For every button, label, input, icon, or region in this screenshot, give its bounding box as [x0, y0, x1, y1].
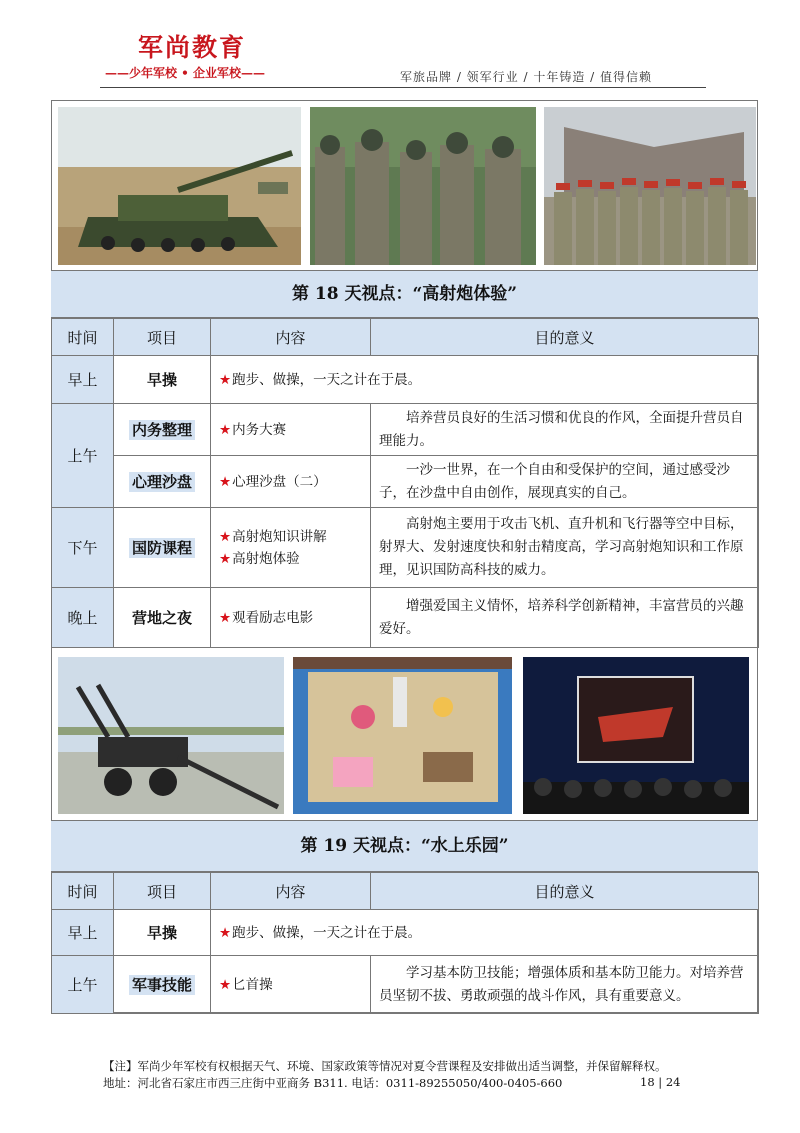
content-cell: ★观看励志电影 [211, 588, 371, 648]
movie-night-photo [523, 657, 749, 814]
table-row [52, 356, 759, 404]
brand-slogan: 军旅品牌 / 领军行业 / 十年铸造 / 值得信赖 [400, 70, 653, 84]
table-row [52, 456, 759, 508]
col-item: 项目 [114, 873, 211, 910]
star-icon: ★ [219, 528, 232, 545]
brand-subtitle: ——少年军校 • 企业军校—— [105, 66, 266, 80]
item-cell: 心理沙盘 [114, 456, 211, 508]
time-cell: 上午 [52, 956, 114, 1014]
table-header-row [52, 319, 759, 356]
brand-logo: 军尚教育 [138, 33, 247, 62]
sand-tray-photo [293, 657, 512, 814]
anti-aircraft-gun-photo [58, 657, 284, 814]
star-icon: ★ [219, 609, 232, 626]
time-cell: 晚上 [52, 588, 114, 648]
content-cell: ★内务大赛 [211, 404, 371, 456]
footer-address: 地址：河北省石家庄市西三庄街中亚商务 B311. 电话：0311-89255050/400-0405-660 [103, 1076, 563, 1090]
star-icon: ★ [219, 421, 232, 438]
header-divider [100, 87, 706, 88]
table-row [52, 588, 759, 648]
content-cell: ★跑步、做操，一天之计在于晨。 [211, 356, 759, 404]
col-purpose: 目的意义 [371, 873, 759, 910]
col-time: 时间 [52, 873, 114, 910]
content-cell: ★心理沙盘（二） [211, 456, 371, 508]
table-row [52, 508, 759, 588]
item-cell: 内务整理 [114, 404, 211, 456]
soldiers-photo [310, 107, 536, 265]
page-number: 18 | 24 [640, 1075, 681, 1089]
table-row [52, 404, 759, 456]
tank-photo [58, 107, 301, 265]
content-cell: ★高射炮知识讲解 ★高射炮体验 [211, 508, 371, 588]
day18-schedule-table [51, 318, 759, 648]
cadets-monument-photo [544, 107, 756, 265]
star-icon: ★ [219, 371, 232, 388]
day18-title: 第 18 天视点：“高射炮体验” [51, 270, 758, 318]
col-purpose: 目的意义 [371, 319, 759, 356]
time-cell: 早上 [52, 910, 114, 956]
purpose-cell: 一沙一世界，在一个自由和受保护的空间，通过感受沙子，在沙盘中自由创作，展现真实的自己。 [371, 456, 759, 508]
item-cell: 军事技能 [114, 956, 211, 1014]
star-icon: ★ [219, 473, 232, 490]
footer-note: 【注】军尚少年军校有权根据天气、环境、国家政策等情况对夏令营课程及安排做出适当调整，并保留解释权。 [103, 1059, 667, 1073]
star-icon: ★ [219, 924, 232, 941]
content-cell: ★跑步、做操，一天之计在于晨。 [211, 910, 759, 956]
purpose-cell: 增强爱国主义情怀，培养科学创新精神，丰富营员的兴趣爱好。 [371, 588, 759, 648]
time-cell: 上午 [52, 404, 114, 508]
table-header-row [52, 873, 759, 910]
item-cell: 国防课程 [114, 508, 211, 588]
day19-title: 第 19 天视点：“水上乐园” [51, 820, 758, 872]
star-icon: ★ [219, 550, 232, 567]
day19-schedule-table [51, 872, 759, 1014]
star-icon: ★ [219, 976, 232, 993]
item-cell: 早操 [114, 910, 211, 956]
col-content: 内容 [211, 319, 371, 356]
col-content: 内容 [211, 873, 371, 910]
time-cell: 早上 [52, 356, 114, 404]
col-time: 时间 [52, 319, 114, 356]
col-item: 项目 [114, 319, 211, 356]
table-row [52, 910, 759, 956]
item-cell: 营地之夜 [114, 588, 211, 648]
item-cell: 早操 [114, 356, 211, 404]
content-cell: ★匕首操 [211, 956, 371, 1014]
table-row [52, 956, 759, 1014]
purpose-cell: 培养营员良好的生活习惯和优良的作风，全面提升营员自理能力。 [371, 404, 759, 456]
purpose-cell: 高射炮主要用于攻击飞机、直升机和飞行器等空中目标，射界大、发射速度快和射击精度高，学习高射炮知识和工作原理，见识国防高科技的威力。 [371, 508, 759, 588]
purpose-cell: 学习基本防卫技能；增强体质和基本防卫能力。对培养营员坚韧不拔、勇敢顽强的战斗作风，具有重要意义。 [371, 956, 759, 1014]
time-cell: 下午 [52, 508, 114, 588]
